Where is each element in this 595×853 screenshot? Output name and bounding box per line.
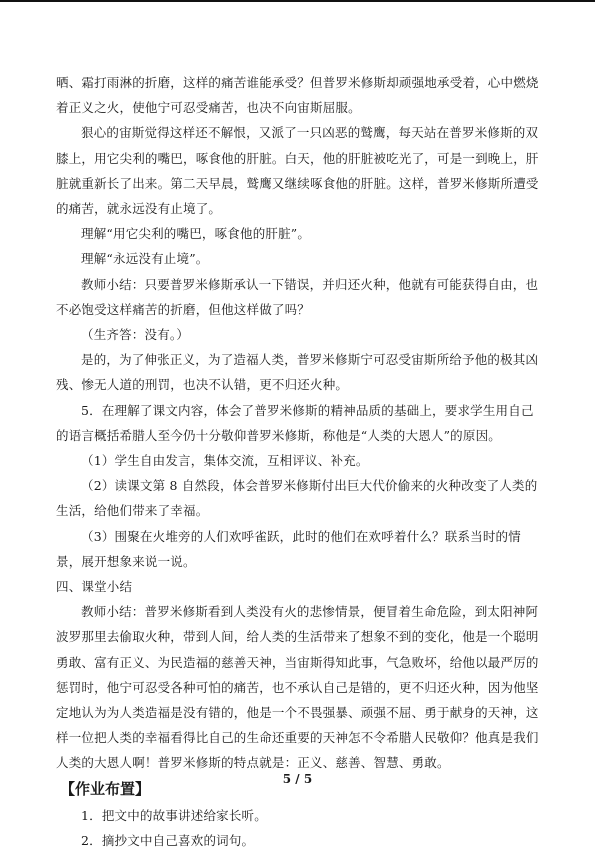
- paragraph: 5．在理解了课文内容，体会了普罗米修斯的精神品质的基础上，要求学生用自己的语言概括希腊人至今仍十分敬仰普罗米修斯，称他是“人类的大恩人”的原因。: [56, 402, 534, 443]
- paragraph: （生齐答：没有。）: [81, 327, 190, 343]
- paragraph: （1）学生自由发言，集体交流，互相评议、补充。: [81, 453, 369, 469]
- paragraph: 狠心的宙斯觉得这样还不解恨，又派了一只凶恶的鹫鹰，每天站在普罗米修斯的双膝上，用它尖利的嘴巴，啄食他的肝脏。白天，他的肝脏被吃光了，可是一到晚上，肝脏就重新长了出来。第二天早晨，鹫鹰又继续啄食他的肝脏。这样，普罗米修斯所遭受的痛苦，就永远没有止境了。: [56, 125, 539, 217]
- top-border-line: [0, 0, 595, 2]
- page-number: 5 / 5: [282, 772, 313, 786]
- paragraph: 晒、霜打雨淋的折磨，这样的痛苦谁能承受？但普罗米修斯却顽强地承受着，心中燃烧着正义之火，使他宁可忍受痛苦，也决不向宙斯屈服。: [56, 75, 539, 116]
- document-body: [56, 70, 540, 853]
- paragraph: 理解“永远没有止境”。: [81, 251, 209, 267]
- paragraph: （2）读课文第 8 自然段，体会普罗米修斯付出巨大代价偷来的火种改变了人类的生活，给他们带来了幸福。: [56, 478, 538, 519]
- paragraph: 理解“用它尖利的嘴巴，啄食他的肝脏”。: [81, 226, 311, 242]
- homework-item: 1．把文中的故事讲述给家长听。: [81, 807, 267, 823]
- homework-heading: 【作业布置】: [60, 779, 151, 798]
- paragraph: 教师小结：只要普罗米修斯承认一下错误，并归还火种，他就有可能获得自由，也不必饱受这样痛苦的折磨，但他这样做了吗？: [56, 276, 539, 317]
- paragraph: 是的，为了伸张正义，为了造福人类，普罗米修斯宁可忍受宙斯所给予他的极其凶残、惨无人道的刑罚，也决不认错，更不归还火种。: [56, 352, 539, 393]
- section-heading: 四、课堂小结: [56, 579, 133, 595]
- paragraph: （3）围聚在火堆旁的人们欢呼雀跃，此时的他们在欢呼着什么？联系当时的情景，展开想象来说一说。: [56, 528, 521, 569]
- homework-item: 2．摘抄文中自己喜欢的词句。: [81, 832, 255, 848]
- paragraph: 教师小结：普罗米修斯看到人类没有火的悲惨情景，便冒着生命危险，到太阳神阿波罗那里去偷取火种，带到人间，给人类的生活带来了想象不到的变化，他是一个聪明勇敢、富有正义、为民造福的慈善天神，当宙斯得知此事，气急败坏，给他以最严厉的惩罚时，他宁可忍受各种可怕的痛苦，也不承认自己是错的，更不归还火种，因为他坚定地认为为人类造福是没有错的，他是一个不畏强暴、顽强不屈、勇于献身的天神，这样一位把人类的幸福看得比自己的生命还重要的天神怎不令希腊人民敬仰？他真是我们人类的大恩人啊！普罗米修斯的特点就是：正义、慈善、智慧、勇敢。: [56, 604, 539, 771]
